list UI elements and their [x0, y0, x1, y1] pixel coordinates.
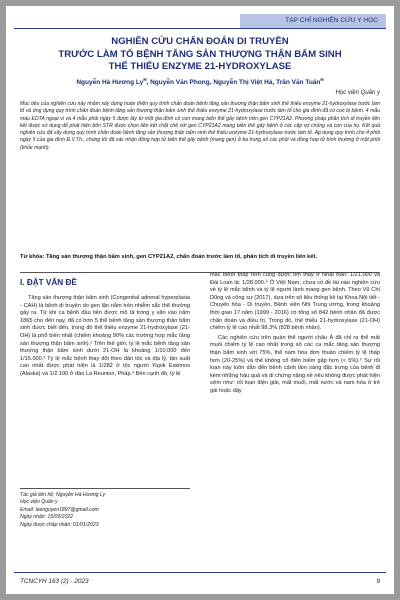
footnote-line: Tác giả liên hệ: Nguyễn Hà Hương Ly	[20, 492, 106, 498]
footnote-line: Email: leenguyen1897@gmail.com	[20, 506, 99, 513]
abstract: Mục tiêu của nghiên cứu này nhằm xây dựng hoàn thiện quy trình chẩn đoán bệnh tăng sản thượng thận bẩm sinh thể thiếu enzyme 21-hydroxylase trước làm tổ và ứng dụng quy trình chẩn đoán bệnh tăng sản thượng thận bẩm sinh thể thiếu enzyme 21-hydroxylase trước làm tổ cho gia đình đã có con bị bệnh. 4 mẫu máu EDTA ngoại vi và 4 mẫu phôi ngày 5 được lấy từ một gia đình có con mang biến thể gây bệnh trên gen CYP21A2. Phương pháp phân tích di truyền liên kết được sử dụng để phát hiện bốn STR được chọn liên kết chặt chẽ với gen CYP21A2 mang biến thể gây bệnh ở các cặp vợ chồng và con của họ. Kết quả nghiên cứu đã xây dựng quy trình chẩn đoán bệnh tăng sản thượng thận bẩm sinh thể thiếu enzyme 21-hydroxylase trước làm tổ. Áp dụng quy trình cho 4 phôi ngày 5 của gia đình Đ.V.Th., chúng tôi đã xác nhận đồng hợp tử biến thể gây bệnh (mang gen) ở ba trong số các phôi và đồng hợp tử bình thường ở một phôi (khỏe mạnh).	[20, 101, 380, 151]
author-name: Nguyễn Văn Phong	[150, 79, 210, 86]
footnote-line: Học viện Quân y	[20, 499, 58, 506]
keywords-label: Từ khóa:	[20, 254, 45, 260]
paper-page	[6, 6, 394, 594]
title-line: TRƯỚC LÀM TỔ BỆNH TĂNG SẢN THƯỢNG THẬN BẨM SINH	[58, 48, 342, 60]
paragraph: Các nghiên cứu trên quần thể người châu Á đã chỉ ra thể mất muối chiếm tỷ lệ cao nhất trong số các ca mắc tăng sản thượng thận bẩm sinh với 75%, thể nam hóa đơn thuần chiếm tỷ lệ thấp hơn (20-25%) và thể không cổ điển hiếm gặp hơn (< 5%).⁵ Sự rối loạn này luôn dẫn đến bệnh cảnh lâm sàng đặc trưng của bệnh đi kèm những hậu quả và di chứng nặng nề nếu không được phát hiện sớm như: rối loạn điện giải, mất muối, mất nước và nam hóa ở trẻ gái hoặc dậy	[210, 334, 380, 394]
author-mark: ✉	[320, 76, 324, 82]
section-tag: TẠP CHÍ NGHIÊN CỨU Y HỌC	[240, 14, 386, 28]
keywords	[20, 253, 380, 261]
paper-title	[20, 36, 380, 74]
right-column	[210, 272, 380, 572]
footnote-rule	[20, 488, 190, 489]
author-name: Nguyễn Thị Việt Hà	[213, 79, 273, 86]
author-name: Nguyễn Hà Hương Ly	[76, 79, 144, 86]
paragraph: mắc bệnh thấp hơn cũng được tìm thấy ở Nhật Bản: 1/21.000 và Đài Loan là: 1/28.000.⁴ Ở Việt Nam, chưa có đề tài nào nghiên cứu về tỷ lệ mắc bệnh và tỷ lệ người lành mang gen bệnh. Theo Vũ Chí Dũng và cộng sự (2017), dựa trên số liệu thống kê tại Khoa Nội tiết - Chuyển hóa - Di truyền, Bệnh viện Nhi Trung ương, trong khoảng thời gian 17 năm (1999 - 2016) có tổng số 842 bệnh nhân đã được chẩn đoán và điều trị. Trong đó, thể thiếu 21-hydroxylase (21-OH) chiếm tỷ lệ cao nhất 98,3% (828 bệnh nhân).	[210, 272, 380, 332]
header-rule	[14, 28, 386, 29]
author-mark: ✉	[143, 76, 147, 82]
footer-rule	[14, 572, 386, 573]
footnote-line: Ngày nhận: 15/09/2022	[20, 514, 73, 521]
author-name: Trần Văn Tuấn	[276, 79, 321, 86]
title-line: NGHIÊN CỨU CHẨN ĐOÁN DI TRUYỀN	[111, 36, 289, 47]
left-column	[20, 295, 190, 485]
journal-footer: TCNCYH 163 (2) - 2023	[20, 578, 89, 585]
section-heading: I. ĐẶT VẤN ĐỀ	[20, 278, 77, 287]
keywords-text: Tăng sản thượng thận bẩm sinh, gen CYP21A2, chẩn đoán trước làm tổ, phân tích di truyền liên kết.	[45, 254, 317, 260]
title-line: THỂ THIẾU ENZYME 21-HYDROXYLASE	[108, 61, 292, 72]
paragraph: Tăng sản thượng thận bẩm sinh (Congenital adrenal hyperplasia - CAH) là bệnh di truyền do gen lặn nằm trên nhiễm sắc thể thường gây ra. Từ khi ca bệnh đầu tiên được mô tả trong y văn vào năm 1865 cho đến nay, đã có hơn 5 thể bệnh tăng sản thượng thận bẩm sinh được biết đến, trong đó thể thiếu enzyme 21-hydroxylase (21-OH) là phổ biến nhất (chiếm khoảng 90% các trường hợp mắc tăng sản thượng thận bẩm sinh).¹ Trên thế giới, tỷ lệ mắc bệnh tăng sản thượng thận bẩm sinh dưới 21-OH là khoảng 1/10.000 đến 1/15.000.² Tỷ lệ mắc bệnh thay đổi theo dân tộc và địa lý, tần suất cao nhất được phát hiện là 1/282 ở tộc người Yupik Eskimos (Alaska) và 1/2.100 ở đảo La Reunion, Pháp.³ Bên cạnh đó, tỷ lệ	[20, 295, 190, 377]
footnote	[20, 492, 190, 529]
authors: Nguyễn Hà Hương Ly✉, Nguyễn Văn Phong, Nguyễn Thị Việt Hà, Trần Văn Tuấn✉	[76, 76, 324, 86]
page-number: 9	[376, 578, 380, 585]
footnote-line: Ngày được chấp nhận: 01/01/2023	[20, 521, 99, 528]
affiliation: Học viện Quân y	[335, 90, 380, 96]
